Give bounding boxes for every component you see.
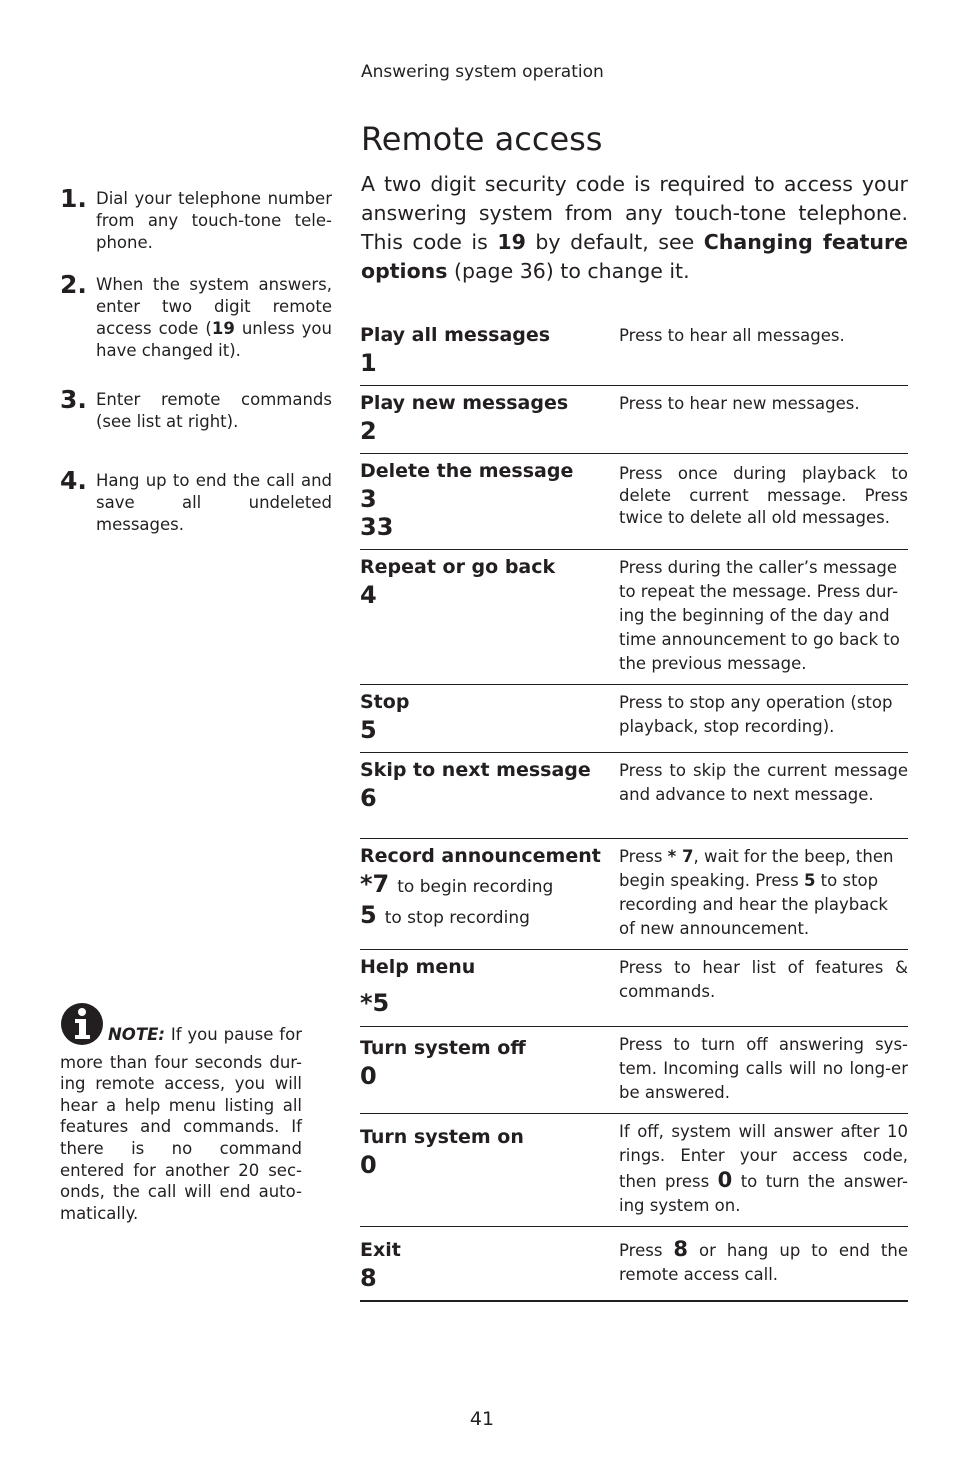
step-text: Hang up to end the call and save all undeleted messages.: [96, 471, 332, 534]
running-header: Answering system operation: [361, 62, 604, 82]
security-code: 19: [497, 230, 526, 254]
command-name: Play new messages: [360, 392, 569, 414]
command-key: 6: [360, 784, 377, 812]
command-description: Press during the caller’s message to repeat the message. Press dur-ing the beginning of the day and time announcement to go back to the previous message.: [619, 558, 900, 673]
command-name: Delete the message: [360, 460, 574, 482]
command-description: Press to hear new messages.: [619, 394, 860, 413]
step-number: 2.: [60, 270, 87, 299]
step-text: Enter remote commands (see list at right).: [96, 390, 332, 431]
step-number: 1.: [60, 184, 87, 213]
command-description: If off, system will answer after 10 rings. Enter your access code, then press 0 to turn the answer-ing system on.: [619, 1122, 908, 1215]
table-row: [360, 318, 908, 386]
command-key: 3: [360, 485, 377, 513]
command-name: Play all messages: [360, 324, 551, 346]
command-description: Press to hear list of features & commands.: [619, 958, 908, 1001]
command-name: Turn system on: [360, 1126, 524, 1148]
intro-text: (page 36) to change it.: [447, 259, 690, 283]
note-text: If you pause for more than four seconds dur-ing remote access, you will hear a help menu listing all features and commands. If there is no command entered for another 20 sec-onds, the call will end auto-matically.: [60, 1025, 302, 1223]
command-key: *7: [360, 870, 390, 898]
table-row: [360, 386, 908, 454]
info-icon: [60, 1002, 104, 1052]
command-description: Press 8 or hang up to end the remote access call.: [619, 1237, 908, 1284]
command-description: Press to turn off answering sys-tem. Incoming calls will no long-er be answered.: [619, 1035, 908, 1102]
changing-feature-options-ref: Changing feature options: [361, 230, 908, 283]
command-key: 4: [360, 581, 377, 609]
note-box: [60, 1002, 302, 1224]
table-row: [360, 1227, 908, 1302]
command-key: 0: [360, 1062, 377, 1090]
table-row: [360, 1114, 908, 1227]
command-name: Turn system off: [360, 1037, 526, 1059]
step-3: [60, 385, 332, 433]
table-row: [360, 685, 908, 753]
command-key-row: [360, 901, 619, 932]
step-number: 4.: [60, 466, 87, 495]
command-name: Record announcement: [360, 845, 601, 867]
step-1: [60, 184, 332, 254]
command-key: 2: [360, 417, 377, 445]
table-row: [360, 839, 908, 950]
table-row: [360, 550, 908, 685]
table-row: [360, 454, 908, 550]
page-number: 41: [469, 1408, 495, 1430]
note-label: NOTE:: [108, 1025, 165, 1044]
command-description: Press * 7, wait for the beep, then begin speaking. Press 5 to stop recording and hear the playback of new announcement.: [619, 847, 894, 938]
intro-paragraph: [361, 170, 908, 286]
command-key: 0: [360, 1151, 377, 1179]
page-title: Remote access: [361, 120, 603, 158]
command-key: 5: [360, 901, 377, 929]
command-description: Press to skip the current message and advance to next message.: [619, 761, 908, 804]
access-code: 19: [211, 319, 235, 338]
command-key: 5: [360, 716, 377, 744]
command-description: Press to hear all messages.: [619, 326, 845, 345]
command-name: Repeat or go back: [360, 556, 556, 578]
command-description: Press once during playback to delete current message. Press twice to delete all old messages.: [619, 464, 908, 527]
command-key-note: to stop recording: [384, 908, 530, 928]
intro-text: A two digit security code is required to access your answering system from any touch-tone telephone. This code is: [361, 172, 908, 254]
command-name: Help menu: [360, 956, 476, 978]
table-row: [360, 950, 908, 1027]
step-text: When the system answers, enter two digit remote access code (19 unless you have changed it).: [96, 275, 332, 360]
intro-text: by default, see: [525, 230, 704, 254]
command-key: 8: [360, 1264, 377, 1292]
remote-commands-table: [360, 318, 908, 1302]
command-key-row: [360, 870, 619, 901]
table-row: [360, 753, 908, 839]
step-4: [60, 466, 332, 536]
command-key: *5: [360, 989, 390, 1017]
command-name: Exit: [360, 1239, 401, 1261]
step-text: Dial your telephone number from any touch-tone tele-phone.: [96, 189, 332, 252]
step-2: [60, 270, 332, 362]
table-row: [360, 1027, 908, 1114]
command-key: 33: [360, 513, 394, 541]
command-key-note: to begin recording: [397, 877, 554, 897]
command-description: Press to stop any operation (stop playback, stop recording).: [619, 693, 893, 736]
command-name: Skip to next message: [360, 759, 591, 781]
command-name: Stop: [360, 691, 410, 713]
command-key: 1: [360, 349, 377, 377]
step-number: 3.: [60, 385, 87, 414]
